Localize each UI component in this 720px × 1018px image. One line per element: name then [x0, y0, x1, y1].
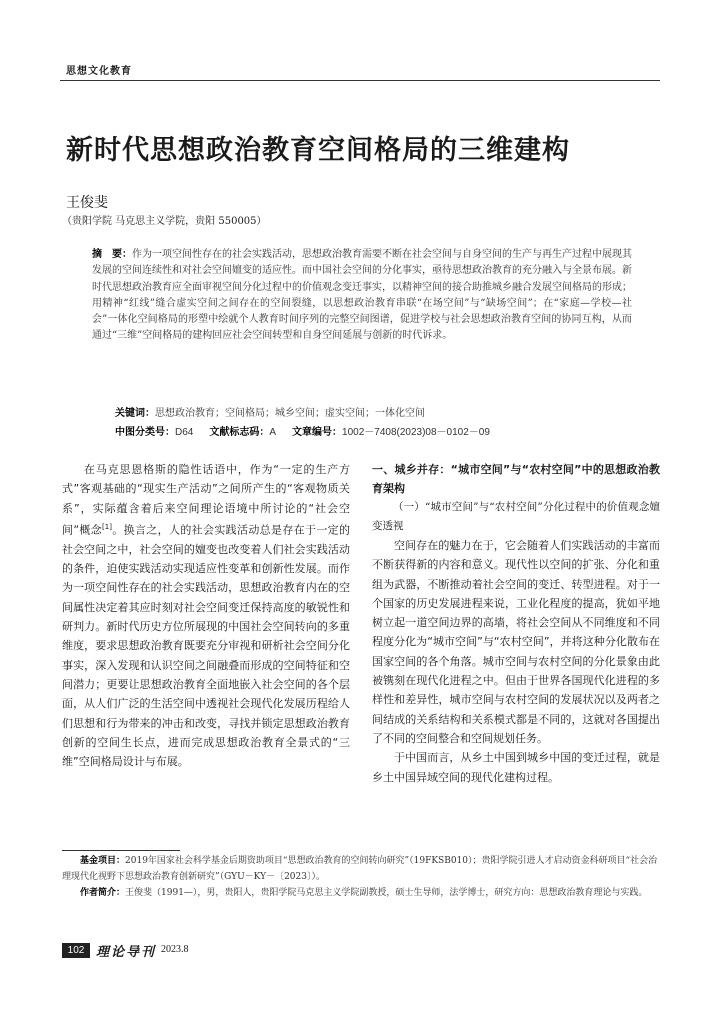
reference-marker: [1] [102, 522, 112, 531]
footnotes [62, 853, 660, 901]
bio-text: 王俊斐（1991—），男，贵阳人，贵阳学院马克思主义学院副教授，硕士生导师，法学博士，研究方向：思想政治教育理论与实践。 [125, 888, 648, 898]
journal-section-header: 思想文化教育 [66, 66, 132, 77]
body-left-column [62, 460, 350, 771]
body-paragraph: 空间存在的魅力在于，它会随着人们实践活动的丰富而不断获得新的内容和意义。现代性以空间的扩张、分化和重组为武器，不断推动着社会空间的变迁、转型进程。对于一个国家的历史发展进程来说，工业化程度的提高，犹如平地树立起一道空间边界的高墙，将社会空间从不同维度和不同程度分化为“城市空间”与“农村空间”，并将这种分化散布在国家空间的各个角落。城市空间与农村空间的分化景象由此被镌刻在现代化进程之中。但由于世界各国现代化进程的多样性和差异性，城市空间与农村空间的发展状况以及两者之间结成的关系结构和关系模式都是不同的，这就对各国提出了不同的空间整合和空间规划任务。 [372, 539, 660, 745]
footnote-divider [62, 850, 180, 851]
header-divider [60, 80, 660, 81]
abstract-text: 作为一项空间性存在的社会实践活动，思想政治教育需要不断在社会空间与自身空间的生产与再生产过程中展现其发展的空间连续性和对社会空间嬗变的适应性。而中国社会空间的分化事实，亟待思想政治教育的充分融入与全景布展。新时代思想政治教育应全面审视空间分化过程中的价值观念变迁事实，以精神空间的接合助推城乡融合发展空间格局的形成；用精神“红线”缝合虚实空间之间存在的空间裂缝，以思想政治教育串联“在场空间”与“缺场空间”；在“家庭—学校—社会”一体化空间格局的形塑中绘就个人教育时间序列的完整空间图谱，促进学校与社会思想政治教育空间的协同互构，从而通过“三维”空间格局的建构回应社会空间转型和自身空间延展与创新的时代诉求。 [92, 249, 632, 342]
article-number-value: 1002－7408(2023)08－0102－09 [342, 427, 490, 438]
article-number-label: 文章编号： [292, 427, 343, 438]
body-paragraph: 于中国而言，从乡土中国到城乡中国的变迁过程，就是乡土中国异域空间的现代化建构过程。 [372, 751, 660, 784]
doc-code-value: A [269, 427, 277, 438]
page-number: 102 [62, 943, 90, 958]
body-paragraph [62, 460, 350, 771]
doc-code-label: 文献标志码： [209, 427, 270, 438]
body-right-column [372, 460, 660, 787]
keywords-label: 关键词： [115, 408, 155, 419]
keywords [115, 404, 655, 419]
fund-label: 基金项目： [80, 856, 126, 866]
clc-value: D64 [175, 427, 194, 438]
abstract-label: 摘 要： [92, 249, 132, 260]
classification-line [115, 423, 675, 438]
clc-label: 中图分类号： [115, 427, 175, 438]
subsection-heading: （一）“城市空间”与“农村空间”分化过程中的价值观念嬗变透视 [372, 501, 660, 532]
issue-date: 2023.8 [161, 944, 189, 955]
fund-note [62, 853, 660, 885]
body-text: 在马克思恩格斯的隐性话语中，作为“一定的生产方式”客观基础的“现实生产活动”之间所产生的“客观物质关系”，实际蕴含着后来空间理论语境中所讨论的“社会空间”概念 [62, 463, 350, 537]
section-heading: 一、城乡并存：“城市空间”与“农村空间”中的思想政治教育架构 [372, 463, 660, 495]
author-name: 王俊斐 [66, 195, 108, 211]
bio-label: 作者简介： [80, 888, 126, 898]
author-affiliation: （贵阳学院 马克思主义学院，贵阳 550005） [62, 216, 267, 227]
fund-text: 2019年国家社会科学基金后期资助项目“思想政治教育的空间转向研究”（19FKSB010）；贵阳学院引进人才启动资金科研项目“社会治理现代化视野下思想政治教育创新研究”（GYU－KY－〔2023〕）。 [62, 856, 658, 882]
body-text: 。换言之，人的社会实践活动总是存在于一定的社会空间之中，社会空间的嬗变也改变着人们社会实践活动的条件，迫使实践活动实现适应性变革和创新性发展。而作为一项空间性存在的社会实践活动，思想政治教育内在的空间属性决定着其应时刻对社会空间变迁保持高度的敏锐性和研判力。新时代历史方位所展现的中国社会空间转向的多重维度，要求思想政治教育既要充分审视和研析社会空间分化事实，深入发现和认识空间之间融叠而形成的空间特征和空间潜力；更要让思想政治教育全面地嵌入社会空间的各个层面，从人们广泛的生活空间中透视社会现代化发展历程给人们思想和行为带来的冲击和改变，寻找并锁定思想政治教育创新的空间生长点，进而完成思想政治教育全景式的“三维”空间格局设计与布展。 [62, 523, 351, 769]
abstract [92, 247, 632, 345]
journal-name: 理论导刊 [96, 945, 157, 960]
keywords-text: 思想政治教育；空间格局；城乡空间；虚实空间；一体化空间 [155, 408, 425, 419]
author-bio [62, 885, 660, 901]
article-title: 新时代思想政治教育空间格局的三维建构 [66, 135, 570, 166]
